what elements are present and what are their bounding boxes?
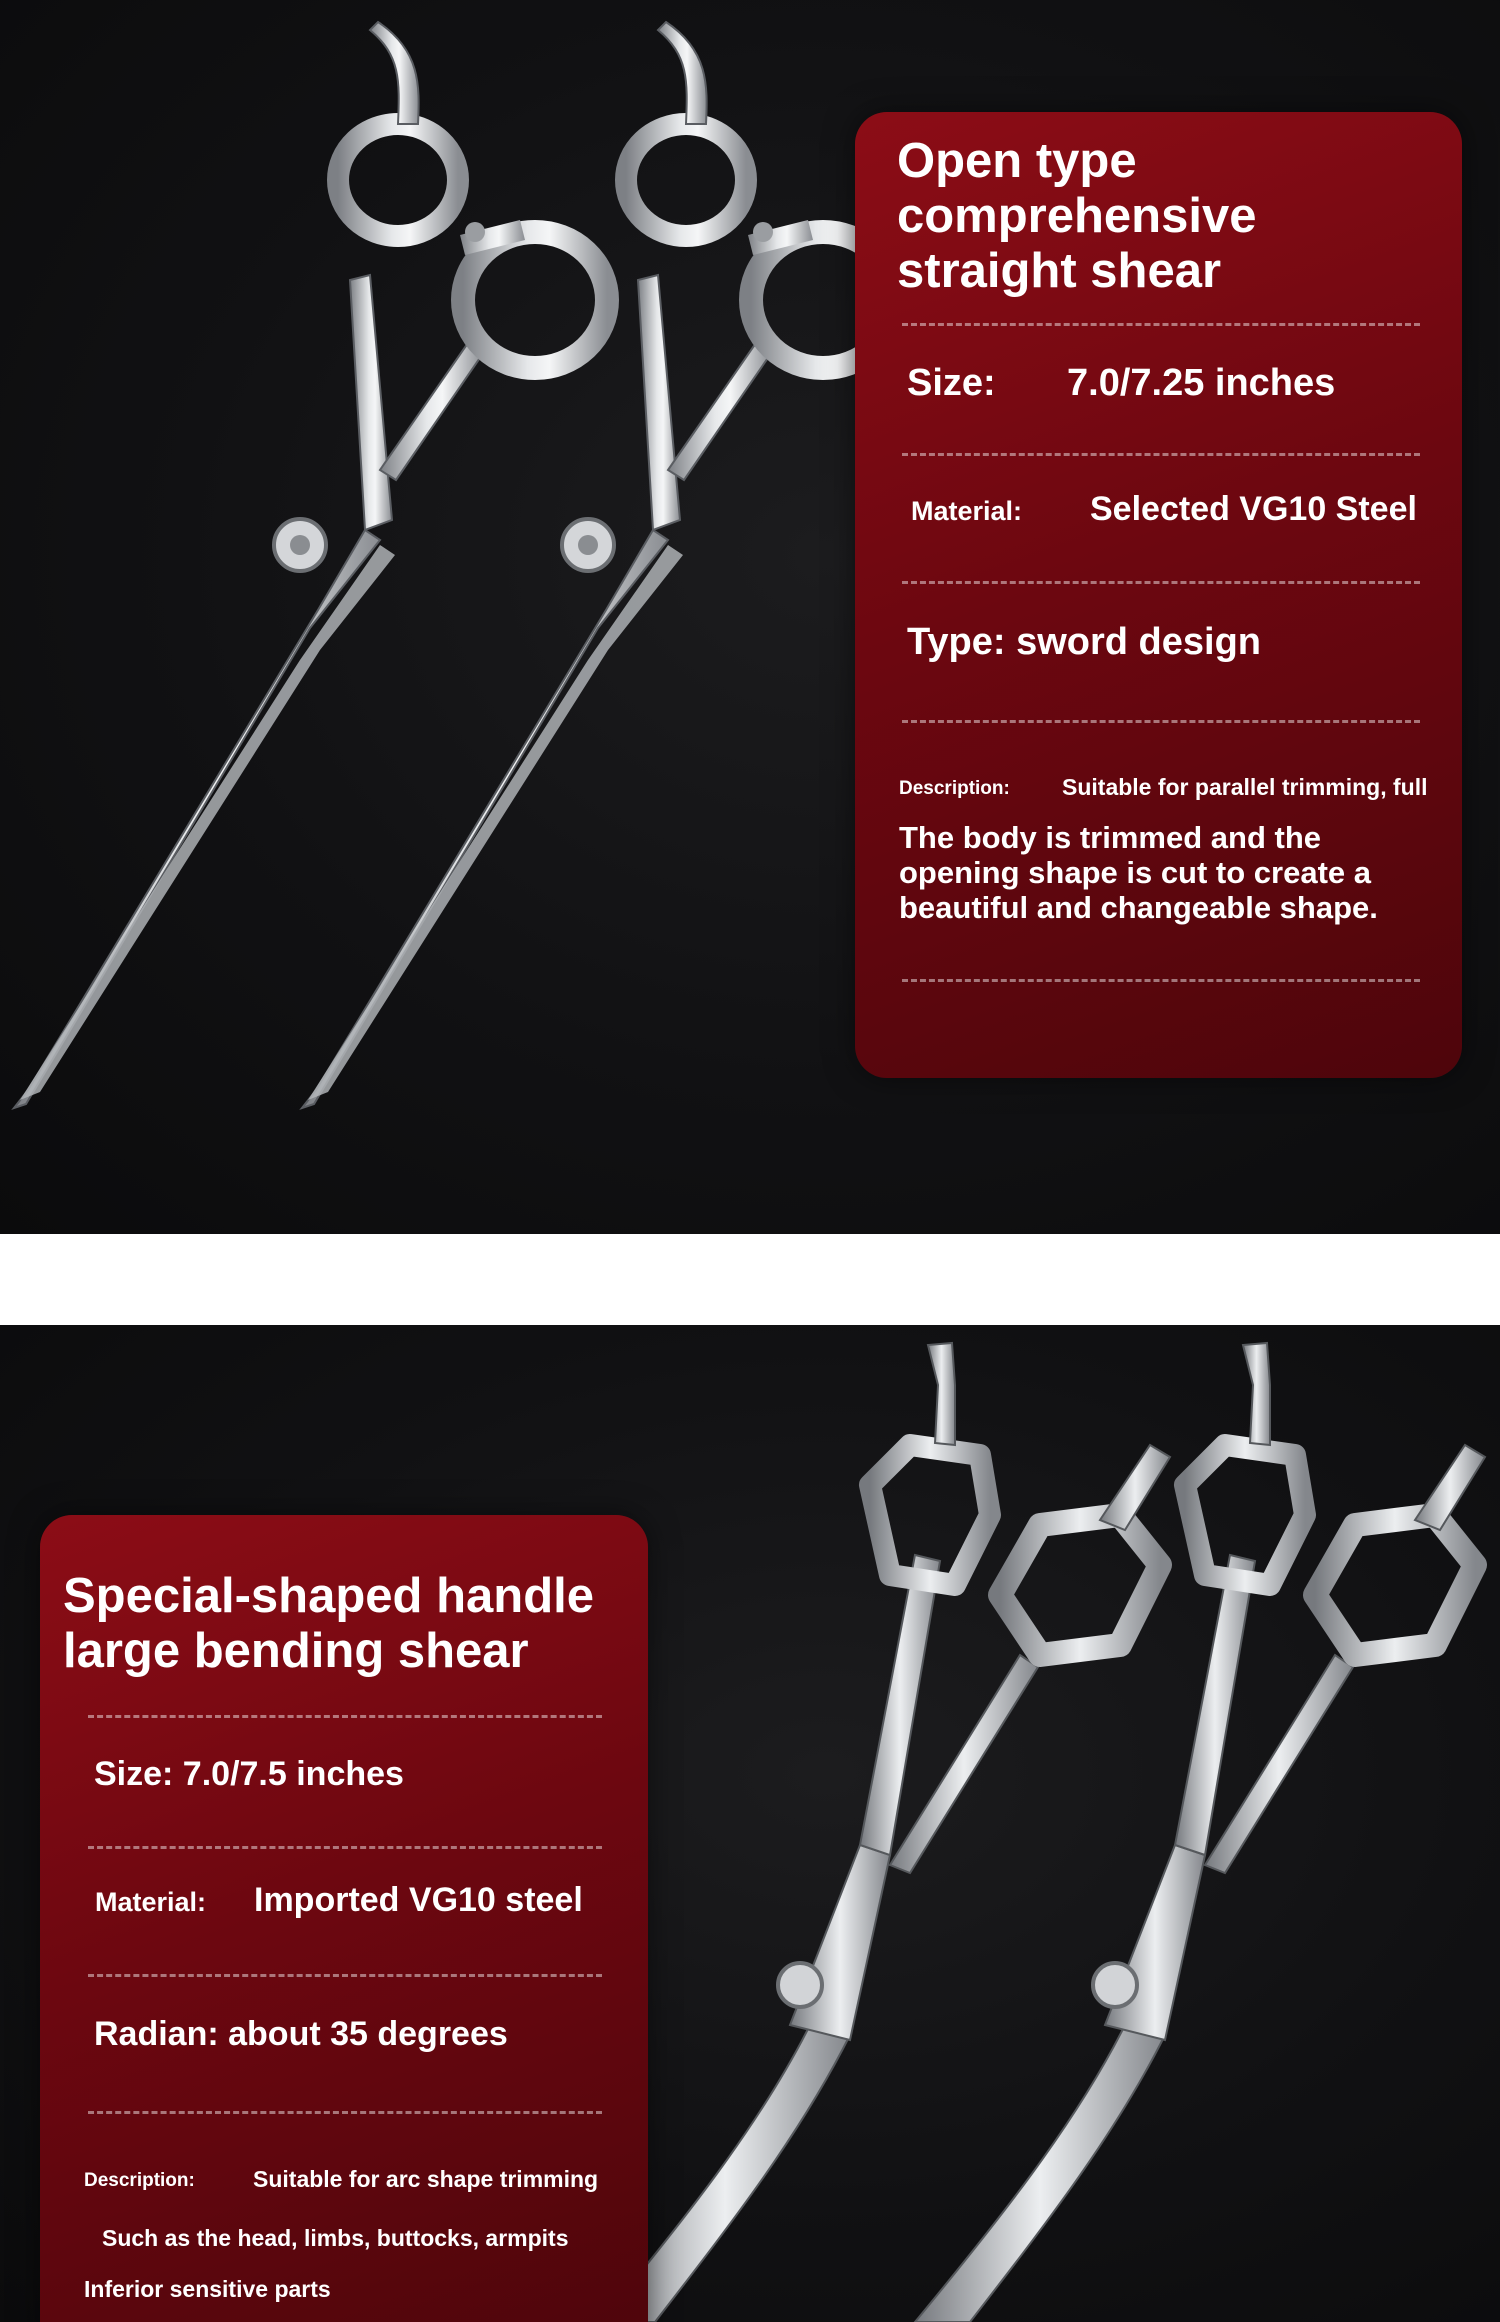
divider <box>902 979 1420 982</box>
divider <box>902 720 1420 723</box>
description-summary: Suitable for arc shape trimming <box>253 2166 599 2192</box>
curved-scissors-icon <box>560 1325 1500 2322</box>
spec-label-material: Material: <box>911 496 1023 526</box>
spec-label-material: Material: <box>95 1887 207 1917</box>
description-line: Such as the head, limbs, buttocks, armpits <box>102 2225 569 2251</box>
spec-type: Type: sword design <box>907 621 1262 663</box>
product-title: Special-shaped handle large bending shear <box>63 1569 594 1678</box>
divider <box>88 1715 602 1718</box>
description-line: Inferior sensitive parts <box>84 2276 331 2302</box>
divider <box>88 1974 602 1977</box>
spec-size: Size: 7.0/7.5 inches <box>94 1755 404 1793</box>
spec-card-curved-shear <box>40 1515 648 2322</box>
description-label: Description: <box>84 2170 195 2191</box>
spec-value-material: Imported VG10 steel <box>254 1881 583 1919</box>
spec-card-straight-shear <box>855 112 1462 1078</box>
spec-value-size: 7.0/7.25 inches <box>1067 362 1336 404</box>
straight-scissors-icon <box>0 0 860 1234</box>
spec-value-material: Selected VG10 Steel <box>1090 490 1417 528</box>
divider <box>902 323 1420 326</box>
divider <box>88 2111 602 2114</box>
description-label: Description: <box>899 778 1010 799</box>
description-summary: Suitable for parallel trimming, full <box>1062 774 1428 800</box>
product-section-curved-shear <box>0 1325 1500 2322</box>
divider <box>902 453 1420 456</box>
spec-radian: Radian: about 35 degrees <box>94 2015 508 2053</box>
spec-label-size: Size: <box>907 362 996 404</box>
divider <box>902 581 1420 584</box>
product-title: Open type comprehensive straight shear <box>897 134 1257 298</box>
description-body: The body is trimmed and the opening shape is cut to create a beautiful and changeable shape. <box>899 820 1378 925</box>
divider <box>88 1846 602 1849</box>
